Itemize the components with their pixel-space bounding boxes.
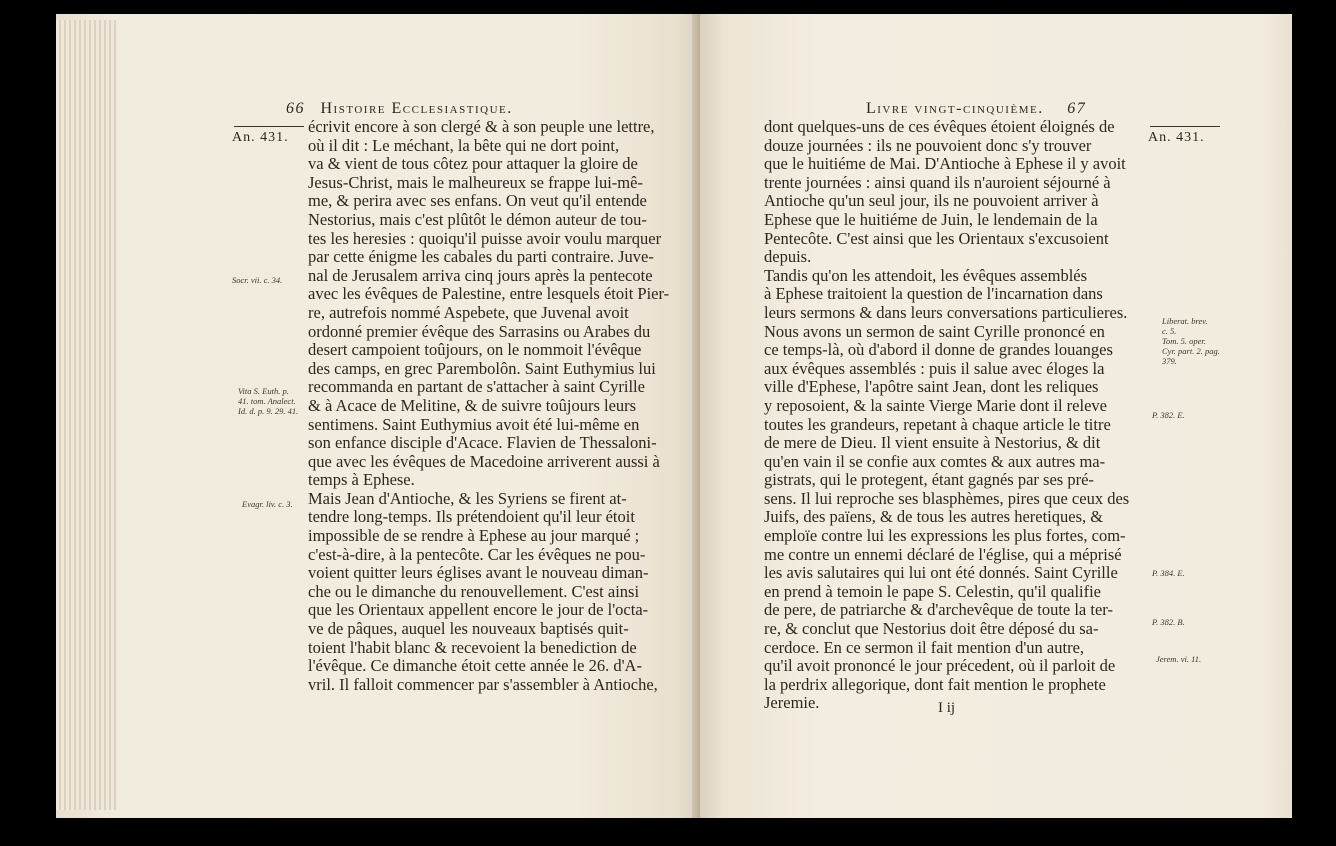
right-page-number: 67 bbox=[1067, 100, 1087, 117]
text-line: Juifs, des païens, & de tous les autres heretiques, & bbox=[764, 507, 1104, 527]
text-line: impossible de se rendre à Ephese au jour marqué ; bbox=[308, 526, 640, 546]
text-line: toient l'habit blanc & recevoient la benediction de bbox=[308, 637, 637, 657]
text-line: me, & perira avec ses enfans. On veut qu'il entende bbox=[308, 191, 647, 211]
text-line: aux évêques assemblés : puis il salue avec éloges la bbox=[764, 358, 1105, 378]
text-line: ordonné premier évêque des Sarrasins ou Arabes du bbox=[308, 321, 651, 341]
text-line: cerdoce. En ce sermon il fait mention d'un autre, bbox=[764, 637, 1085, 657]
right-running-head bbox=[866, 100, 1086, 118]
text-line: de mere de Dieu. Il vient ensuite à Nestorius, & dit bbox=[764, 433, 1101, 453]
text-line: va & vient de tous côtez pour attaquer la gloire de bbox=[308, 154, 638, 174]
text-line: voient quitter leurs églises avant le nouveau diman- bbox=[308, 563, 649, 583]
text-line: tendre long-temps. Ils prétendoient qu'il leur étoit bbox=[308, 507, 635, 527]
signature-mark: I ij bbox=[938, 700, 956, 716]
text-line: Mais Jean d'Antioche, & les Syriens se firent at- bbox=[308, 488, 627, 508]
left-head-title: Histoire Ecclesiastique. bbox=[320, 100, 513, 117]
left-page-number: 66 bbox=[286, 100, 305, 117]
text-line: des camps, en grec Parembolôn. Saint Euthymius lui bbox=[308, 358, 656, 378]
margin-note: Jerem. vi. 11. bbox=[1156, 654, 1202, 664]
text-line: où il dit : Le méchant, la bête qui ne dort point, bbox=[308, 135, 620, 155]
margin-note: Id. d. p. 9. 29. 41. bbox=[238, 406, 299, 416]
text-line: nal de Jerusalem arriva cinq jours après la pentecote bbox=[308, 265, 653, 285]
text-line: gistrats, qui le protegent, étant gagnés par ses pré- bbox=[764, 470, 1094, 490]
text-line: qu'il avoit prononcé le jour précedent, où il parloit de bbox=[764, 656, 1116, 676]
text-line: sens. Il lui reproche ses blasphèmes, pires que ceux des bbox=[764, 488, 1130, 508]
margin-note: 41. tom. Analect. bbox=[238, 396, 296, 406]
right-body-text bbox=[764, 118, 1140, 713]
text-line: trente journées : ainsi quand ils n'auroient séjourné à bbox=[764, 172, 1111, 192]
margin-note: c. 5. bbox=[1162, 326, 1177, 336]
left-page bbox=[56, 14, 700, 818]
text-line: la perdrix allegorique, dont fait mention le prophete bbox=[764, 674, 1106, 694]
text-line: Tandis qu'on les attendoit, les évêques assemblés bbox=[764, 265, 1088, 285]
left-year-label: An. 431. bbox=[232, 130, 289, 145]
year-rule bbox=[234, 126, 304, 127]
text-line: ve de pâques, auquel les nouveaux baptisés quit- bbox=[308, 619, 629, 639]
right-head-title: Livre vingt-cinquième. bbox=[866, 100, 1044, 117]
text-line: l'évêque. Ce dimanche étoit cette année le 26. d'A- bbox=[308, 656, 642, 676]
text-line: tes les heresies : quoiqu'il puisse avoir voulu marquer bbox=[308, 228, 662, 248]
text-line: Jesus-Christ, mais le malheureux se frappe lui-mê- bbox=[308, 172, 643, 192]
margin-note: Cyr. part. 2. pag. bbox=[1162, 346, 1220, 356]
text-line: me contre un ennemi déclaré de l'église, qui a méprisé bbox=[764, 544, 1122, 564]
text-line: écrivit encore à son clergé & à son peuple une lettre, bbox=[308, 117, 655, 136]
text-line: par cette énigme les cabales du parti contraire. Juve- bbox=[308, 247, 654, 267]
text-line: qu'en vain il se confie aux comtes & aux autres ma- bbox=[764, 451, 1106, 471]
text-line: Jeremie. bbox=[764, 693, 820, 713]
margin-note: Socr. vii. c. 34. bbox=[232, 275, 283, 285]
left-running-head bbox=[286, 100, 513, 118]
text-line: re, & conclut que Nestorius doit être déposé du sa- bbox=[764, 619, 1099, 639]
text-line: che ou le dimanche du renouvellement. C'est ainsi bbox=[308, 581, 640, 601]
text-line: & à Acace de Melitine, & de suivre toûjours leurs bbox=[308, 395, 637, 415]
margin-note: 379. bbox=[1162, 356, 1177, 366]
text-line: les avis salutaires qui lui ont été donnés. Saint Cyrille bbox=[764, 563, 1118, 583]
text-line: son enfance disciple d'Acace. Flavien de Thessaloni- bbox=[308, 433, 657, 453]
text-line: emploïe contre lui les expressions les plus fortes, com- bbox=[764, 526, 1126, 546]
margin-note: Vita S. Euth. p. bbox=[238, 386, 289, 396]
text-line: en prend à temoin le pape S. Celestin, qu'il qualifie bbox=[764, 581, 1102, 601]
text-line: ce temps-là, où d'abord il donne de grandes louanges bbox=[764, 340, 1113, 360]
text-line: c'est-à-dire, à la pentecôte. Car les évêques ne pou- bbox=[308, 544, 646, 564]
text-line: avec les évêques de Palestine, entre lesquels étoit Pier- bbox=[308, 284, 670, 304]
left-body-text bbox=[308, 118, 684, 694]
text-line: Antioche qu'un seul jour, ils ne pouvoient arriver à bbox=[764, 191, 1099, 211]
text-line: Pentecôte. C'est ainsi que les Orientaux s'excusoient bbox=[764, 228, 1109, 248]
text-line: Nous avons un sermon de saint Cyrille prononcé en bbox=[764, 321, 1105, 341]
text-line: que avec les évêques de Macedoine arriverent aussi à bbox=[308, 451, 660, 471]
right-year-label: An. 431. bbox=[1148, 130, 1205, 145]
margin-note: Liberat. brev. bbox=[1162, 316, 1208, 326]
text-line: de pere, de patriarche & d'archevêque de toute la ter- bbox=[764, 600, 1113, 620]
text-line: y reposoient, & la sainte Vierge Marie dont il releve bbox=[764, 395, 1107, 415]
text-line: que les Orientaux appellent encore le jour de l'octa- bbox=[308, 600, 649, 620]
text-line: leurs sermons & dans leurs conversations particulieres. bbox=[764, 302, 1128, 322]
text-line: re, autrefois nommé Aspebete, que Juvenal avoit bbox=[308, 302, 629, 322]
text-line: que le huitiéme de Mai. D'Antioche à Ephese il y avoit bbox=[764, 154, 1126, 174]
text-line: recommanda en partant de s'attacher à saint Cyrille bbox=[308, 377, 645, 397]
text-line: depuis. bbox=[764, 247, 812, 267]
text-line: dont quelques-uns de ces évêques étoient éloignés de bbox=[764, 117, 1115, 136]
year-rule bbox=[1150, 126, 1220, 127]
text-line: desert campoient toûjours, on le nommoit l'évêque bbox=[308, 340, 642, 360]
text-line: vril. Il falloit commencer par s'assembler à Antioche, bbox=[308, 674, 658, 694]
text-line: Ephese que le huitiéme de Juin, le lendemain de la bbox=[764, 209, 1098, 229]
text-line: ville d'Ephese, l'apôtre saint Jean, dont les reliques bbox=[764, 377, 1099, 397]
text-line: douze journées : ils ne pouvoient donc s'y trouver bbox=[764, 135, 1092, 155]
margin-note: Evagr. liv. c. 3. bbox=[242, 499, 293, 509]
text-line: à Ephese traitoient la question de l'incarnation dans bbox=[764, 284, 1103, 304]
margin-note: P. 384. E. bbox=[1152, 568, 1185, 578]
margin-note: P. 382. E. bbox=[1152, 410, 1185, 420]
margin-note: P. 382. B. bbox=[1152, 617, 1185, 627]
margin-note: Tom. 5. oper. bbox=[1162, 336, 1206, 346]
open-book bbox=[56, 14, 1292, 818]
text-line: toutes les grandeurs, repetant à chaque article le titre bbox=[764, 414, 1111, 434]
text-line: Nestorius, mais c'est plûtôt le démon auteur de tou- bbox=[308, 209, 647, 229]
right-page bbox=[700, 14, 1292, 818]
text-line: temps à Ephese. bbox=[308, 470, 415, 490]
page-edges bbox=[56, 20, 116, 810]
text-line: sentimens. Saint Euthymius avoit été lui-même en bbox=[308, 414, 640, 434]
